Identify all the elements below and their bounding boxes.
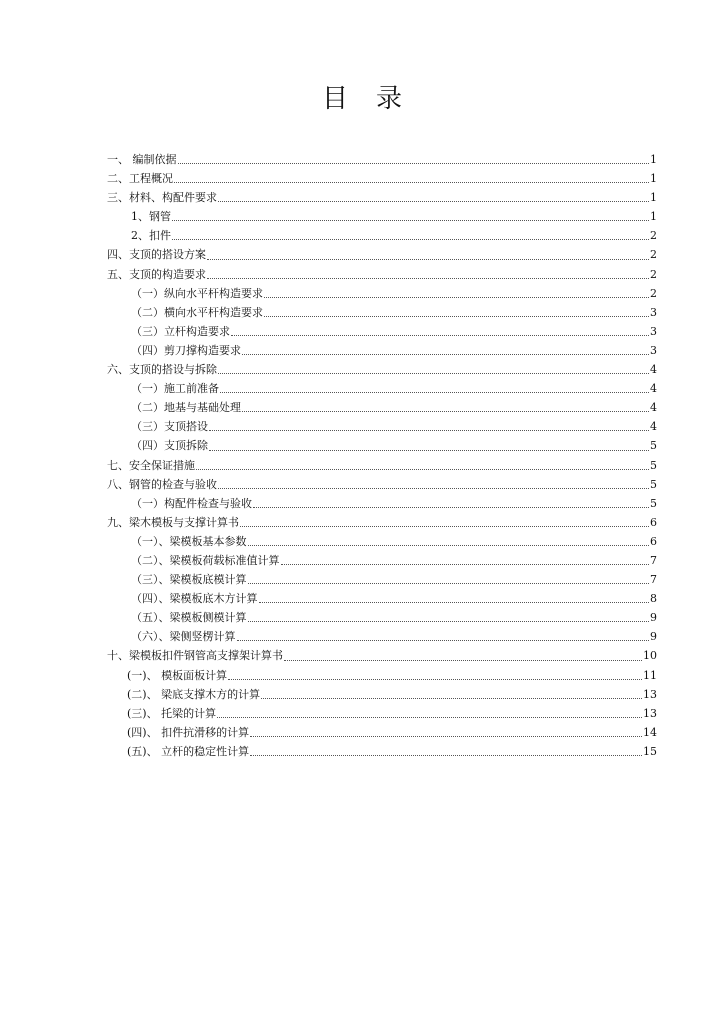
toc-entry[interactable]	[107, 551, 657, 570]
toc-entry[interactable]	[107, 398, 657, 417]
toc-leader-dots	[259, 601, 650, 603]
toc-leader-dots	[242, 410, 649, 412]
toc-entry-page-number: 2	[650, 248, 657, 262]
toc-entry[interactable]	[107, 188, 657, 207]
toc-entry[interactable]	[107, 494, 657, 513]
toc-entry[interactable]	[107, 360, 657, 379]
toc-entry-label: （二）地基与基础处理	[131, 401, 241, 415]
toc-entry[interactable]	[107, 570, 657, 589]
toc-leader-dots	[231, 334, 649, 336]
toc-entry-label: 八、钢管的检查与验收	[107, 477, 217, 491]
toc-leader-dots	[248, 582, 650, 584]
toc-entry-page-number: 8	[650, 592, 657, 606]
toc-leader-dots	[250, 735, 642, 737]
toc-entry-page-number: 2	[650, 267, 657, 281]
toc-entry-page-number: 10	[643, 649, 657, 663]
toc-entry-label: (二)、 梁底支撑木方的计算	[127, 687, 261, 701]
toc-entry-page-number: 5	[650, 439, 657, 453]
toc-entry-page-number: 13	[643, 706, 657, 720]
toc-entry-label: (一)、 模板面板计算	[127, 668, 228, 682]
toc-entry-label: （二）、梁模板荷载标准值计算	[131, 553, 280, 567]
toc-leader-dots	[217, 716, 642, 718]
toc-entry-label: (五)、 立杆的稳定性计算	[127, 744, 250, 758]
toc-entry-label: （四）剪刀撑构造要求	[131, 343, 241, 357]
toc-entry-label: （一）、梁模板基本参数	[131, 534, 247, 548]
toc-entry-label: 六、支顶的搭设与拆除	[107, 363, 217, 377]
toc-leader-dots	[218, 200, 649, 202]
toc-entry-label: （一）施工前准备	[131, 382, 219, 396]
toc-entry-page-number: 1	[650, 210, 657, 224]
toc-entry-label: 七、安全保证措施	[107, 458, 195, 472]
toc-entry[interactable]	[107, 646, 657, 665]
toc-entry-label: 一、 编制依据	[107, 153, 177, 166]
toc-leader-dots	[172, 238, 649, 240]
toc-entry-page-number: 4	[650, 382, 657, 396]
toc-leader-dots	[207, 258, 649, 260]
toc-entry-page-number: 3	[650, 343, 657, 357]
toc-entry-page-number: 9	[650, 630, 657, 644]
toc-leader-dots	[209, 429, 649, 431]
toc-list	[107, 150, 657, 761]
toc-title-char: 目	[321, 84, 348, 114]
toc-entry[interactable]	[107, 475, 657, 494]
toc-entry-label: （三）支顶搭设	[131, 420, 208, 434]
toc-title-char: 录	[376, 84, 403, 114]
toc-entry[interactable]	[107, 303, 657, 322]
toc-entry[interactable]	[107, 627, 657, 646]
toc-entry-label: 1、钢管	[131, 210, 171, 224]
toc-entry-page-number: 4	[650, 363, 657, 377]
toc-entry-page-number: 7	[650, 573, 657, 587]
toc-entry[interactable]	[107, 436, 657, 455]
toc-entry[interactable]	[107, 723, 657, 742]
toc-entry-page-number: 5	[650, 477, 657, 491]
toc-entry[interactable]	[107, 150, 657, 169]
toc-leader-dots	[174, 181, 649, 183]
toc-entry[interactable]	[107, 666, 657, 685]
toc-entry[interactable]	[107, 608, 657, 627]
toc-entry-page-number: 1	[650, 172, 657, 186]
toc-entry-page-number: 15	[643, 744, 657, 758]
toc-leader-dots	[237, 639, 650, 641]
toc-entry[interactable]	[107, 341, 657, 360]
toc-leader-dots	[218, 372, 649, 374]
toc-entry-label: 五、支顶的构造要求	[107, 267, 206, 281]
toc-entry-page-number: 6	[650, 515, 657, 529]
toc-entry-page-number: 11	[643, 668, 657, 682]
toc-leader-dots	[281, 563, 650, 565]
toc-entry-page-number: 9	[650, 611, 657, 625]
toc-leader-dots	[264, 315, 649, 317]
toc-entry-page-number: 4	[650, 420, 657, 434]
toc-leader-dots	[240, 525, 649, 527]
toc-leader-dots	[196, 468, 649, 470]
toc-entry-page-number: 5	[650, 458, 657, 472]
toc-entry[interactable]	[107, 322, 657, 341]
toc-entry-label: （五）、梁模板侧模计算	[131, 611, 247, 625]
toc-entry[interactable]	[107, 742, 657, 761]
toc-entry[interactable]	[107, 226, 657, 245]
toc-entry[interactable]	[107, 513, 657, 532]
toc-leader-dots	[284, 659, 642, 661]
toc-entry-label: （三）立杆构造要求	[131, 324, 230, 338]
toc-entry-label: 二、工程概况	[107, 172, 173, 186]
toc-entry[interactable]	[107, 265, 657, 284]
toc-leader-dots	[264, 296, 649, 298]
toc-entry[interactable]	[107, 207, 657, 226]
toc-leader-dots	[228, 678, 642, 680]
toc-entry-label: （三）、梁模板底模计算	[131, 573, 247, 587]
toc-entry-label: 九、梁木模板与支撑计算书	[107, 515, 239, 529]
toc-entry-page-number: 14	[643, 725, 657, 739]
toc-entry-label: 三、材料、构配件要求	[107, 191, 217, 205]
toc-leader-dots	[209, 449, 649, 451]
toc-leader-dots	[242, 353, 649, 355]
toc-entry-page-number: 3	[650, 324, 657, 338]
toc-entry-label: 2、扣件	[131, 229, 171, 243]
toc-leader-dots	[220, 391, 649, 393]
toc-entry[interactable]	[107, 685, 657, 704]
toc-entry-label: （一）纵向水平杆构造要求	[131, 286, 263, 300]
toc-entry[interactable]	[107, 284, 657, 303]
toc-entry-page-number: 1	[650, 153, 657, 166]
toc-entry[interactable]	[107, 456, 657, 475]
toc-entry-page-number: 13	[643, 687, 657, 701]
toc-entry-page-number: 2	[650, 286, 657, 300]
toc-entry-page-number: 6	[650, 534, 657, 548]
toc-entry-label: （二）横向水平杆构造要求	[131, 305, 263, 319]
toc-entry[interactable]	[107, 589, 657, 608]
toc-entry-label: （四）支顶拆除	[131, 439, 208, 453]
toc-entry[interactable]	[107, 169, 657, 188]
toc-leader-dots	[178, 162, 650, 164]
toc-entry-page-number: 1	[650, 191, 657, 205]
toc-entry-label: 四、支顶的搭设方案	[107, 248, 206, 262]
toc-entry-label: （一）构配件检查与验收	[131, 496, 252, 510]
toc-leader-dots	[261, 697, 642, 699]
toc-leader-dots	[218, 487, 649, 489]
toc-entry-label: （六）、梁侧竖楞计算	[131, 630, 236, 644]
toc-entry-label: (四)、 扣件抗滑移的计算	[127, 725, 250, 739]
toc-leader-dots	[172, 219, 649, 221]
toc-leader-dots	[250, 754, 642, 756]
toc-entry-label: 十、梁模板扣件钢管高支撑架计算书	[107, 649, 283, 663]
toc-entry-label: (三)、 托梁的计算	[127, 706, 217, 720]
toc-entry-page-number: 7	[650, 553, 657, 567]
toc-entry[interactable]	[107, 532, 657, 551]
toc-entry-page-number: 5	[650, 496, 657, 510]
toc-entry-page-number: 2	[650, 229, 657, 243]
toc-entry-page-number: 4	[650, 401, 657, 415]
toc-entry-page-number: 3	[650, 305, 657, 319]
toc-entry[interactable]	[107, 245, 657, 264]
toc-leader-dots	[248, 544, 650, 546]
toc-title	[0, 78, 724, 115]
toc-entry[interactable]	[107, 704, 657, 723]
toc-leader-dots	[253, 506, 649, 508]
toc-leader-dots	[207, 277, 649, 279]
toc-entry[interactable]	[107, 417, 657, 436]
toc-leader-dots	[248, 620, 650, 622]
toc-entry-label: （四）、梁模板底木方计算	[131, 592, 258, 606]
toc-entry[interactable]	[107, 379, 657, 398]
